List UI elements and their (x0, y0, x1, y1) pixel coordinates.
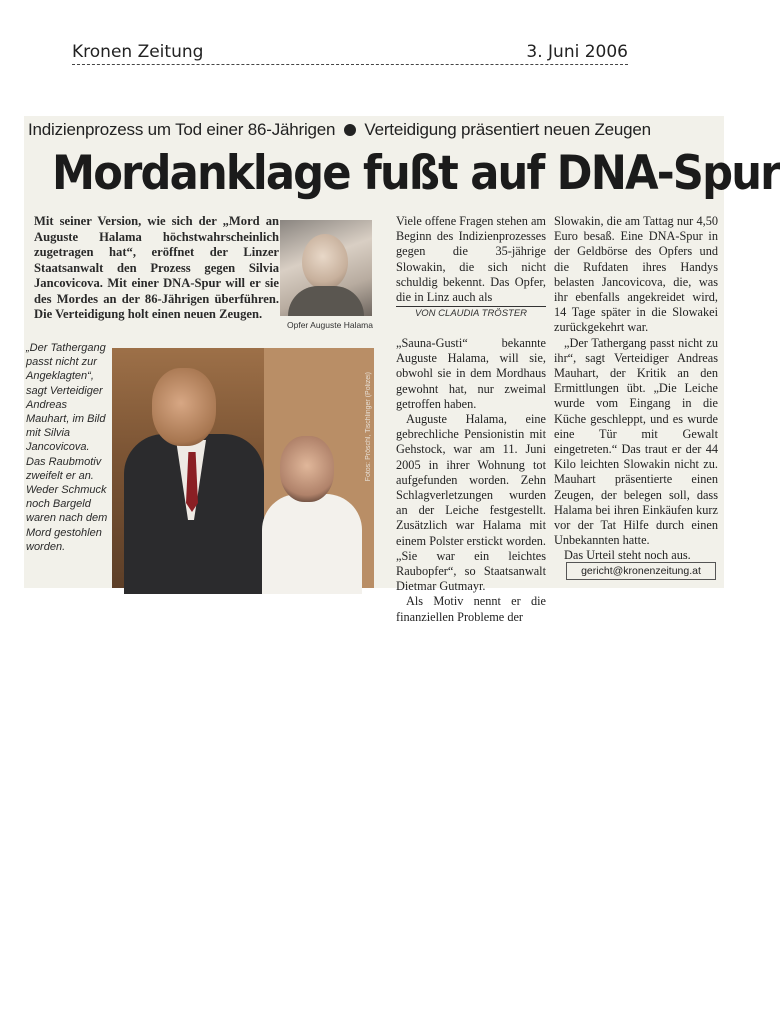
page-header (72, 42, 628, 65)
newspaper-name: Kronen Zeitung (72, 42, 204, 62)
col3-paragraph-2: „Der Tathergang passt nicht zu ihr“, sagt Verteidiger Andreas Mauhart, der Kritik an den Ermittlungen übt. „Die Leiche wurde vom Eingang in die Küche geschleppt, und es wurde eine Tür mit Gewalt eingetreten.“ Das traut er der 44 Kilo leichten Slowakin nicht zu. Mauhart präsentierte einen Zeugen, der belegen soll, dass Halama bei ihren Einkäufen kurz vor der Tat Hilfe durch einen Unbekannten hatte. (554, 335, 718, 548)
photo-caption: „Der Tathergang passt nicht zur Angeklagten“, sagt Verteidiger Andreas Mauhart, im Bild mit Silvia Jancovicova. Das Raubmotiv zweifelt er an. Weder Schmuck noch Bargeld waren nach dem Mord gestohlen worden. (26, 342, 108, 553)
photo-credit: Fotos: Pröschl, Tischlinger (Polizei) (365, 372, 372, 482)
col3-paragraph-3: Das Urteil steht noch aus. (564, 548, 691, 563)
kicker (28, 120, 720, 140)
kicker-right: Verteidigung präsentiert neuen Zeugen (364, 120, 651, 139)
newspaper-clipping (24, 116, 780, 624)
lead-paragraph: Mit seiner Version, wie sich der „Mord an Auguste Halama höchstwahrscheinlich zugetragen hat“, eröffnet der Linzer Staatsanwalt den Prozess gegen Silvia Jancovicova. Mit einer DNA-Spur will er sie des Mordes an der 86-Jährigen überführen. Die Verteidigung holt einen neuen Zeugen. (34, 214, 279, 321)
byline: VON CLAUDIA TRÖSTER (396, 306, 546, 319)
courtroom-photo (112, 348, 374, 588)
col2-paragraph-3: Als Motiv nennt er die finanziellen Probleme der (396, 594, 546, 624)
col2-paragraph-1: „Sauna-Gusti“ bekannte Auguste Halama, will sie, obwohl sie in dem Mordhaus gewohnt hat, nur zweimal getroffen haben. (396, 336, 546, 411)
portrait-face (302, 234, 348, 290)
col2-paragraph-2: Auguste Halama, eine gebrechliche Pensionistin mit Gehstock, war am 11. Juni 2005 in ihrer Wohnung tot aufgefunden worden. Zehn Schlagverletzungen wurden an der Leiche festgestellt. Zusätzlich war Halama mit einem Polster erstickt worden. „Sie war ein leichtes Raubopfer“, so Staatsanwalt Dietmar Gutmayr. (396, 412, 546, 594)
defendant-head (280, 436, 334, 502)
headline: Mordanklage fußt auf DNA-Spur (52, 146, 780, 201)
col3-paragraph-1: Slowakin, die am Tattag nur 4,50 Euro besaß. Eine DNA-Spur in der Geldbörse des Opfers und die Rufdaten ihres Handys belasten Jancovicova, die, was ihr ebenfalls angekreidet wird, 14 Tage später in die Slowakei zurückgekehrt war. (554, 214, 718, 335)
column-2-top: Viele offene Fragen stehen am Beginn des Indizienprozesses gegen die 35-jährige Slowakin, die sich nicht schuldig bekennt. Das Opfer, die in Linz auch als (396, 214, 546, 305)
victim-portrait (280, 220, 372, 316)
publication-date: 3. Juni 2006 (526, 42, 628, 62)
contact-email: gericht@kronenzeitung.at (566, 562, 716, 580)
portrait-caption: Opfer Auguste Halama (287, 320, 373, 330)
bullet-icon (344, 124, 356, 136)
defender-head (152, 368, 216, 446)
column-3 (554, 214, 718, 564)
column-2-body (396, 336, 546, 625)
kicker-left: Indizienprozess um Tod einer 86-Jährigen (28, 120, 336, 139)
defendant-figure (262, 494, 362, 594)
portrait-body (288, 286, 364, 316)
